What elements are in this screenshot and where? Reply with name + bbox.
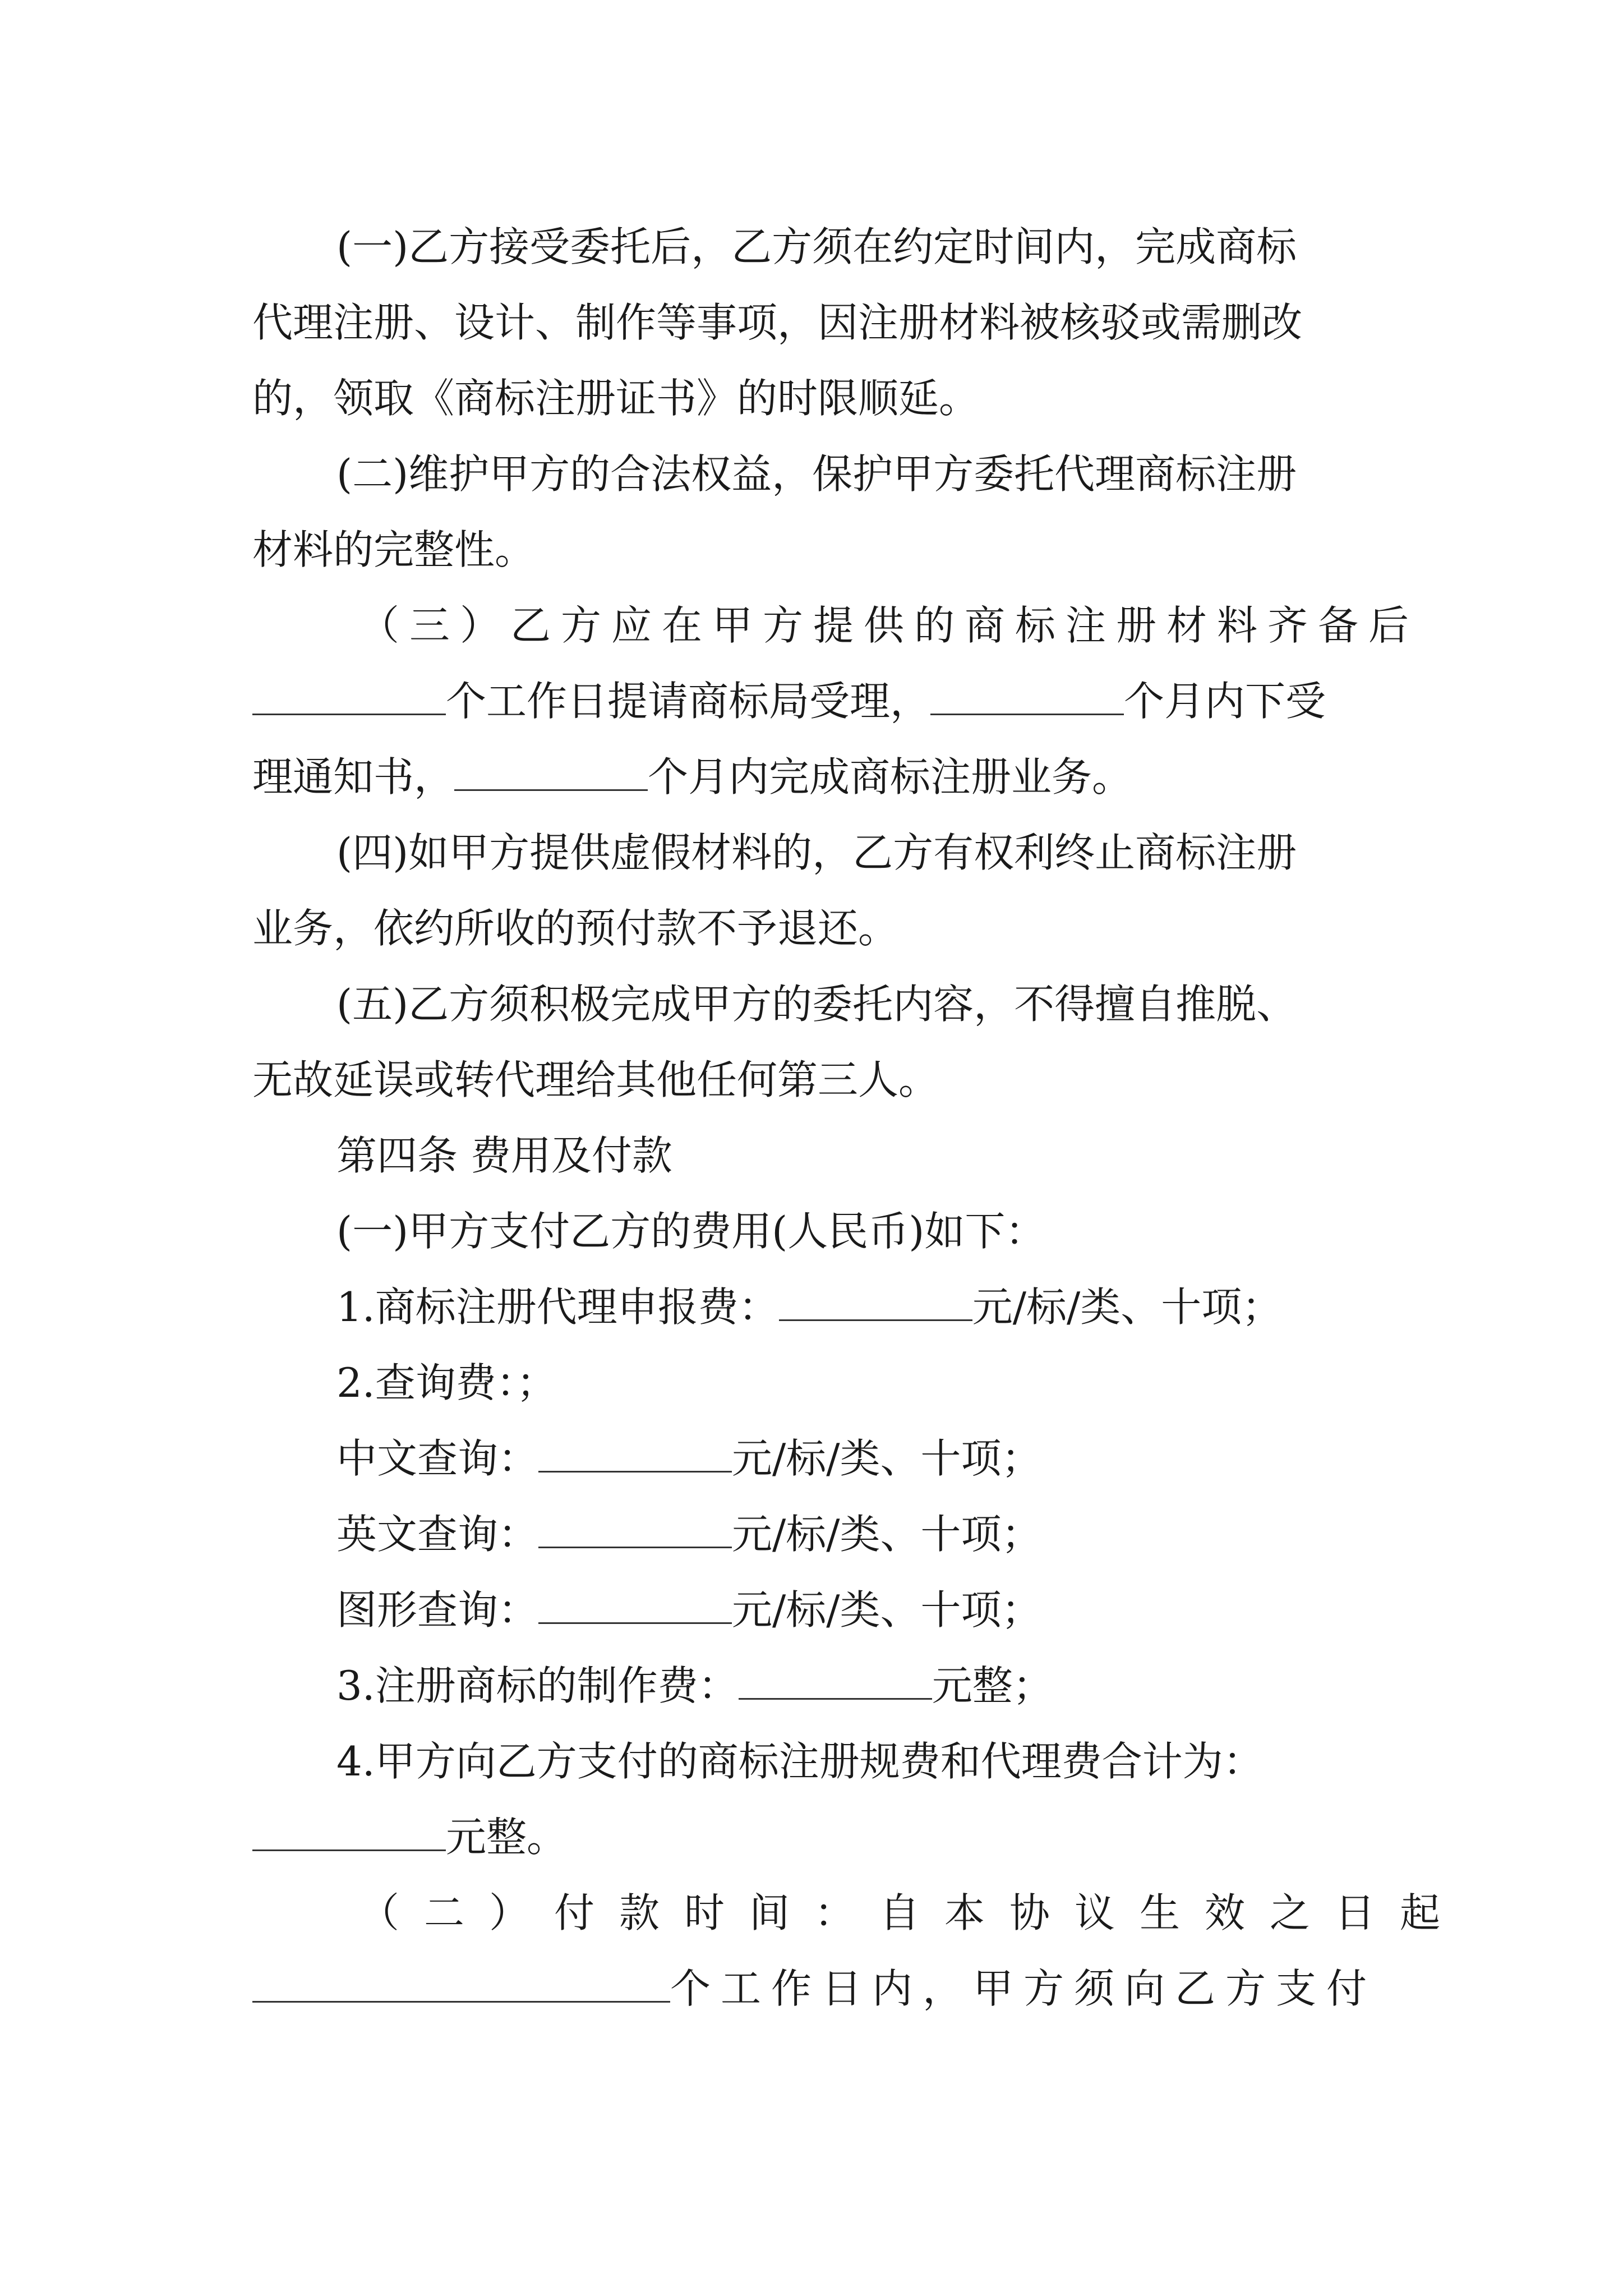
fee-english-search xyxy=(336,1509,1042,1559)
fee-total-unit: 元整。 xyxy=(446,1814,568,1861)
fee-item-2: 2.查询费：； xyxy=(336,1359,557,1406)
fee-total-line xyxy=(252,1812,567,1862)
blank-payment-days-field[interactable] xyxy=(252,1966,670,2003)
paragraph-4-line-2: 业务，依约所收的预付款不予退还。 xyxy=(252,905,899,952)
paragraph-5-line-2: 无故延误或转代理给其他任何第三人。 xyxy=(252,1056,939,1103)
blank-chinese-search-field[interactable] xyxy=(538,1436,732,1473)
fee-item-3-label: 3.注册商标的制作费： xyxy=(336,1662,739,1709)
fee-item-3 xyxy=(336,1660,1053,1711)
fee-english-search-label: 英文查询： xyxy=(336,1511,539,1558)
paragraph-3-text-c: 理通知书， xyxy=(252,753,455,800)
paragraph-1-line-3: 的，领取《商标注册证书》的时限顺延。 xyxy=(252,375,980,422)
fee-chinese-search-unit: 元/标/类、十项； xyxy=(732,1435,1042,1482)
fee-graphic-search-unit: 元/标/类、十项； xyxy=(732,1586,1042,1634)
blank-total-fee-field[interactable] xyxy=(252,1815,446,1851)
payment-time-line-2 xyxy=(252,1963,1377,2014)
paragraph-1-line-1: (一)乙方接受委托后，乙方须在约定时间内，完成商标 xyxy=(336,223,1297,270)
payment-time-text: 个工作日内，甲方须向乙方支付 xyxy=(670,1965,1377,2012)
fees-intro: (一)甲方支付乙方的费用(人民币)如下： xyxy=(336,1208,1046,1255)
paragraph-3-line-3 xyxy=(252,752,1132,802)
fee-item-3-unit: 元整； xyxy=(932,1662,1053,1709)
paragraph-1-line-2: 代理注册、设计、制作等事项，因注册材料被核驳或需删改 xyxy=(252,299,1303,346)
article-4-heading: 第四条 费用及付款 xyxy=(336,1132,672,1179)
blank-production-fee-field[interactable] xyxy=(739,1663,932,1700)
paragraph-3-line-2 xyxy=(252,676,1326,726)
blank-graphic-search-field[interactable] xyxy=(538,1588,732,1624)
paragraph-2-line-1: (二)维护甲方的合法权益，保护甲方委托代理商标注册 xyxy=(336,450,1297,498)
fee-chinese-search xyxy=(336,1433,1042,1484)
fee-graphic-search xyxy=(336,1585,1042,1635)
payment-time-line-1: （二）付款时间：自本协议生效之日起 xyxy=(359,1889,1465,1936)
paragraph-3-text-a: 个工作日提请商标局受理， xyxy=(446,678,931,725)
paragraph-3-text-d: 个月内完成商标注册业务。 xyxy=(648,753,1133,800)
fee-item-1 xyxy=(336,1282,1282,1332)
fee-english-search-unit: 元/标/类、十项； xyxy=(732,1511,1042,1558)
paragraph-3-line-1: （三）乙方应在甲方提供的商标注册材料齐备后 xyxy=(359,602,1419,649)
fee-item-1-label: 1.商标注册代理申报费： xyxy=(336,1283,779,1331)
paragraph-4-line-1: (四)如甲方提供虚假材料的，乙方有权利终止商标注册 xyxy=(336,829,1297,876)
blank-workdays-field[interactable] xyxy=(252,679,446,715)
blank-agency-fee-field[interactable] xyxy=(779,1285,972,1321)
blank-months-complete-field[interactable] xyxy=(454,754,648,791)
paragraph-3-text-b: 个月内下受 xyxy=(1124,678,1326,725)
paragraph-2-line-2: 材料的完整性。 xyxy=(252,526,536,573)
fee-item-1-unit: 元/标/类、十项； xyxy=(972,1283,1283,1331)
fee-item-4: 4.甲方向乙方支付的商标注册规费和代理费合计为： xyxy=(336,1738,1264,1785)
blank-english-search-field[interactable] xyxy=(538,1512,732,1548)
fee-graphic-search-label: 图形查询： xyxy=(336,1586,539,1634)
paragraph-5-line-1: (五)乙方须积极完成甲方的委托内容，不得擅自推脱、 xyxy=(336,981,1297,1028)
fee-chinese-search-label: 中文查询： xyxy=(336,1435,539,1482)
blank-months-notice-field[interactable] xyxy=(930,679,1124,715)
